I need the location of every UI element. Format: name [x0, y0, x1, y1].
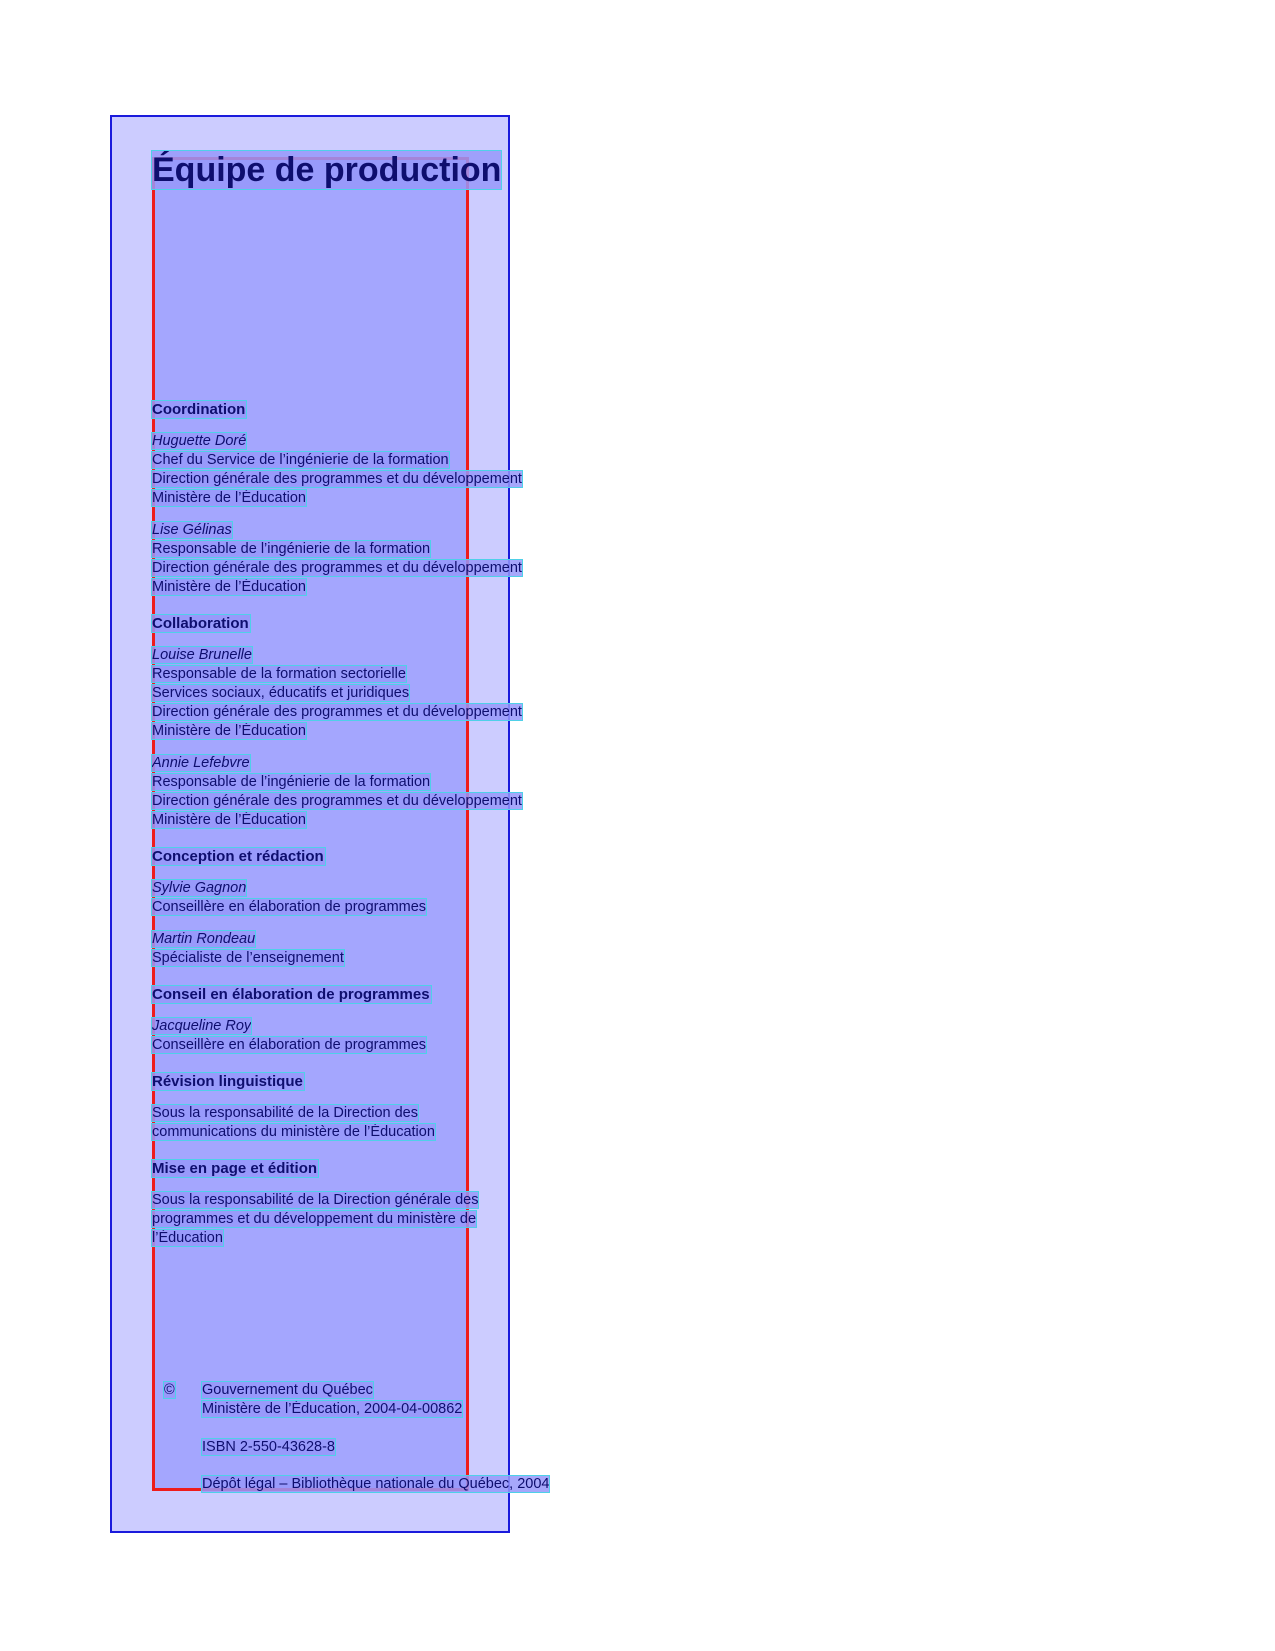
credit-detail-line — [152, 703, 612, 722]
credit-detail-line — [152, 684, 612, 703]
credit-detail-line — [152, 773, 612, 792]
entry-spacer — [152, 866, 612, 879]
person-name — [152, 521, 612, 540]
section-spacer — [152, 830, 612, 848]
person-name — [152, 930, 612, 949]
section-heading-text: Mise en page et édition — [152, 1160, 318, 1177]
credit-detail-text: Responsable de l’ingénierie de la formation — [152, 541, 431, 557]
section-heading — [152, 848, 612, 866]
credit-detail-text: Direction générale des programmes et du développement — [152, 704, 522, 720]
credit-detail-text: Ministère de l’Éducation — [152, 490, 306, 506]
credit-detail-text: Responsable de la formation sectorielle — [152, 666, 406, 682]
section-heading — [152, 401, 612, 419]
credit-detail-text: Ministère de l’Éducation — [152, 579, 306, 595]
person-name — [152, 1017, 612, 1036]
person-name-text: Huguette Doré — [152, 433, 247, 449]
credit-entry — [152, 521, 612, 597]
person-name — [152, 646, 612, 665]
credit-detail-text: Direction générale des programmes et du développement — [152, 793, 522, 809]
credit-detail-line — [152, 792, 612, 811]
section-heading-text: Conseil en élaboration de programmes — [152, 986, 430, 1003]
credit-detail-line — [152, 540, 612, 559]
section-heading-text: Révision linguistique — [152, 1073, 303, 1090]
document-content — [152, 0, 612, 1651]
person-name-text: Lise Gélinas — [152, 522, 232, 538]
footer-government: Gouvernement du Québec — [202, 1382, 373, 1398]
page-title — [152, 151, 501, 189]
credit-detail-line — [152, 1036, 612, 1055]
credit-detail-line — [152, 1210, 612, 1229]
credit-detail-line — [152, 898, 612, 917]
footer-ministry: Ministère de l’Éducation, 2004-04-00862 — [202, 1401, 463, 1417]
credit-entry — [152, 879, 612, 917]
credit-entry — [152, 646, 612, 741]
entry-spacer — [152, 508, 612, 521]
section-heading — [152, 1160, 612, 1178]
person-name-text: Annie Lefebvre — [152, 755, 250, 771]
credit-detail-line — [152, 811, 612, 830]
credit-detail-text: Sous la responsabilité de la Direction des — [152, 1105, 418, 1121]
credit-detail-line — [152, 722, 612, 741]
entry-spacer — [152, 633, 612, 646]
credits-list — [152, 401, 612, 1248]
credit-detail-text: l’Éducation — [152, 1230, 223, 1246]
entry-spacer — [152, 1178, 612, 1191]
credit-detail-text: programmes et du développement du ministère de — [152, 1211, 477, 1227]
credit-detail-text: communications du ministère de l’Éducation — [152, 1124, 435, 1140]
credit-detail-line — [152, 1123, 612, 1142]
credit-detail-line — [152, 470, 612, 489]
credit-detail-text: Direction générale des programmes et du développement — [152, 560, 522, 576]
credit-detail-text: Ministère de l’Éducation — [152, 812, 306, 828]
credit-detail-line — [152, 451, 612, 470]
entry-spacer — [152, 1091, 612, 1104]
section-heading — [152, 615, 612, 633]
credit-detail-line — [152, 489, 612, 508]
entry-spacer — [152, 1004, 612, 1017]
page-title-text: Équipe de production — [152, 151, 502, 189]
credit-detail-text: Direction générale des programmes et du développement — [152, 471, 522, 487]
person-name-text: Martin Rondeau — [152, 931, 256, 947]
credit-entry — [152, 1017, 612, 1055]
credit-detail-text: Conseillère en élaboration de programmes — [152, 1037, 427, 1053]
credit-entry — [152, 930, 612, 968]
person-name-text: Sylvie Gagnon — [152, 880, 247, 896]
credit-entry — [152, 1104, 612, 1142]
credit-detail-line — [152, 1229, 612, 1248]
credit-detail-text: Sous la responsabilité de la Direction générale des — [152, 1192, 479, 1208]
credit-detail-text: Chef du Service de l’ingénierie de la formation — [152, 452, 449, 468]
section-spacer — [152, 597, 612, 615]
person-name-text: Jacqueline Roy — [152, 1018, 252, 1034]
credit-entry — [152, 432, 612, 508]
credit-detail-line — [152, 578, 612, 597]
section-spacer — [152, 1055, 612, 1073]
credit-detail-line — [152, 949, 612, 968]
section-heading-text: Collaboration — [152, 615, 249, 632]
credit-detail-text: Services sociaux, éducatifs et juridiques — [152, 685, 410, 701]
entry-spacer — [152, 419, 612, 432]
person-name — [152, 754, 612, 773]
credit-detail-text: Responsable de l’ingénierie de la formation — [152, 774, 431, 790]
section-heading-text: Coordination — [152, 401, 246, 418]
copyright-symbol: © — [164, 1382, 175, 1398]
person-name — [152, 879, 612, 898]
footer-depot-legal: Dépôt légal – Bibliothèque nationale du Québec, 2004 — [202, 1476, 550, 1492]
credit-entry — [152, 754, 612, 830]
section-heading — [152, 1073, 612, 1091]
section-heading-text: Conception et rédaction — [152, 848, 324, 865]
credit-detail-text: Conseillère en élaboration de programmes — [152, 899, 427, 915]
entry-spacer — [152, 741, 612, 754]
credit-detail-line — [152, 665, 612, 684]
credit-detail-line — [152, 559, 612, 578]
credit-detail-line — [152, 1104, 612, 1123]
person-name — [152, 432, 612, 451]
credit-entry — [152, 1191, 612, 1248]
credit-detail-text: Spécialiste de l’enseignement — [152, 950, 344, 966]
credit-detail-text: Ministère de l’Éducation — [152, 723, 306, 739]
footer-isbn: ISBN 2-550-43628-8 — [202, 1439, 335, 1455]
section-heading — [152, 986, 612, 1004]
entry-spacer — [152, 917, 612, 930]
section-spacer — [152, 968, 612, 986]
person-name-text: Louise Brunelle — [152, 647, 252, 663]
section-spacer — [152, 1142, 612, 1160]
credit-detail-line — [152, 1191, 612, 1210]
